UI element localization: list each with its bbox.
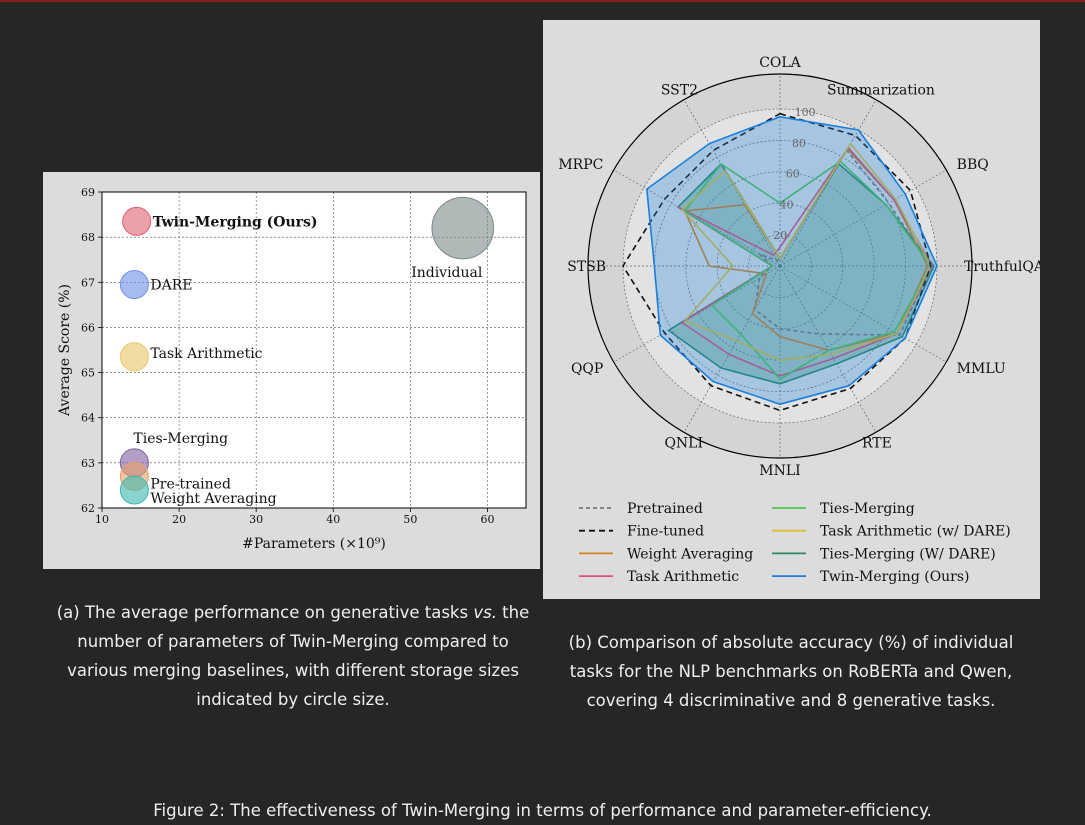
caption-a-text-1: (a) The average performance on generative tasks: [56, 603, 474, 622]
x-tick-label: 60: [480, 513, 495, 526]
legend-label: Task Arithmetic: [627, 569, 740, 586]
figure-caption: Figure 2: The effectiveness of Twin-Merging in terms of performance and parameter-efficiency.: [153, 801, 932, 820]
point-label: Weight Averaging: [150, 490, 277, 507]
legend-label: Task Arithmetic (w/ DARE): [820, 523, 1011, 540]
x-axis-label: #Parameters (×10⁹): [242, 536, 386, 552]
radar-tick-label: 60: [785, 167, 800, 181]
x-tick-label: 20: [172, 513, 187, 526]
point-label: Individual: [411, 265, 483, 282]
y-tick-label: 66: [81, 321, 95, 335]
x-tick-label: 10: [95, 513, 109, 526]
point-label: Task Arithmetic: [150, 345, 263, 362]
radar-axis-label: COLA: [759, 55, 801, 71]
scatter-point: [120, 476, 148, 504]
y-tick-label: 65: [81, 366, 95, 380]
radar-tick-label: 20: [773, 229, 788, 243]
radar-axis-label: MMLU: [956, 361, 1006, 377]
y-tick-label: 68: [81, 231, 95, 245]
x-tick-label: 50: [403, 513, 418, 526]
caption-a-text-2: the number of parameters of Twin-Merging compared to various merging baselines, with different storage sizes indicated by circle size.: [67, 603, 530, 709]
scatter-point: [432, 197, 494, 259]
radar-axis-label: RTE: [862, 435, 892, 452]
radar-axis-label: SST2: [660, 82, 698, 99]
caption-b: (b) Comparison of absolute accuracy (%) of individual tasks for the NLP benchmarks on RoBERTa and Qwen, covering 4 discriminative and 8 generative tasks.: [568, 633, 1014, 710]
y-tick-label: 67: [81, 276, 95, 290]
radar-tick-label: 40: [779, 198, 794, 212]
radar-panel: [543, 20, 1040, 599]
point-label: DARE: [150, 277, 193, 294]
scatter-chart: [43, 172, 540, 569]
radar-axis-label: MRPC: [558, 157, 604, 173]
radar-axis-label: BBQ: [956, 157, 989, 173]
scatter-panel: [43, 172, 540, 569]
radar-axis-label: MNLI: [759, 463, 801, 479]
point-label: Twin-Merging (Ours): [152, 214, 318, 231]
y-tick-label: 64: [81, 411, 95, 425]
x-tick-label: 30: [249, 513, 264, 526]
x-tick-label: 40: [326, 513, 341, 526]
radar-tick-label: 100: [794, 106, 816, 120]
legend-label: Weight Averaging: [627, 546, 754, 563]
legend-label: Twin-Merging (Ours): [820, 569, 970, 586]
radar-chart: [543, 20, 1040, 599]
legend-label: Ties-Merging (W/ DARE): [820, 546, 996, 563]
caption-a: [50, 598, 536, 714]
radar-axis-label: TruthfulQA: [964, 259, 1040, 275]
caption-a-italic: vs.: [473, 603, 497, 622]
radar-axis-label: QQP: [570, 361, 604, 377]
y-tick-label: 62: [81, 502, 95, 515]
point-label: Pre-trained: [150, 476, 231, 493]
radar-tick-label: 80: [791, 136, 806, 150]
radar-axis-label: QNLI: [664, 435, 703, 452]
scatter-point: [120, 271, 148, 299]
legend-label: Pretrained: [627, 501, 703, 517]
top-accent-bar: [0, 0, 1085, 2]
legend-label: Ties-Merging: [820, 501, 915, 517]
y-tick-label: 63: [81, 456, 95, 470]
radar-axis-label: Summarization: [827, 82, 935, 99]
y-axis-label: Average Score (%): [57, 284, 73, 416]
point-label: Ties-Merging: [133, 430, 229, 447]
scatter-point: [123, 207, 151, 235]
legend-label: Fine-tuned: [627, 523, 705, 540]
radar-axis-label: STSB: [567, 259, 606, 275]
y-tick-label: 69: [81, 186, 95, 199]
scatter-point: [120, 343, 148, 371]
